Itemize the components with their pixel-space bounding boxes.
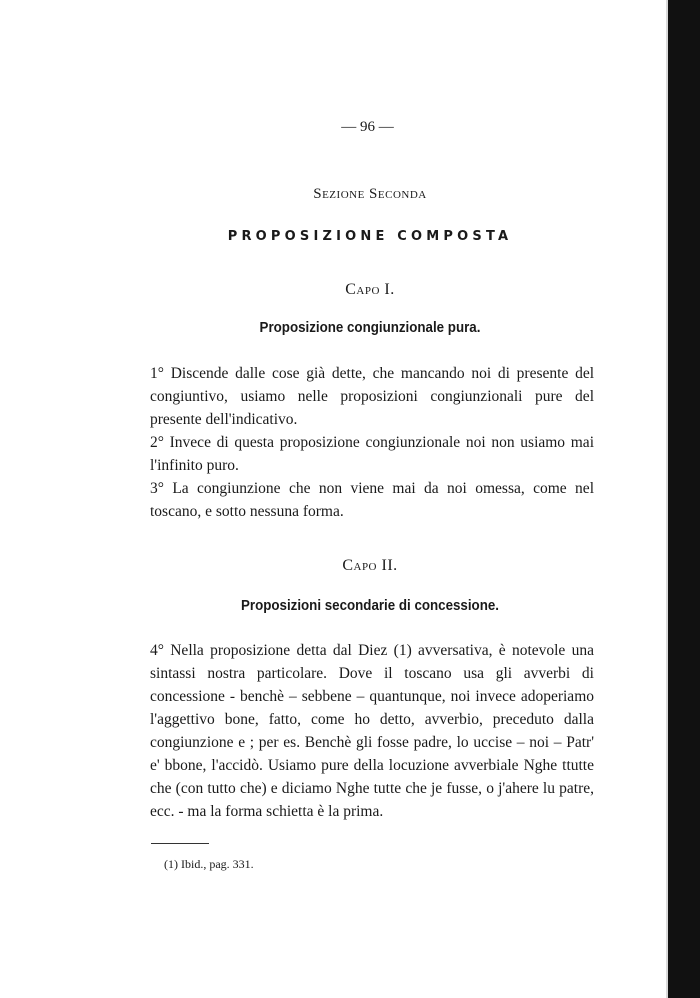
paragraph-2: 2° Invece di questa proposizione congiunzionale noi non usiamo mai l'infinito puro. <box>150 434 594 474</box>
chapter-2-label: Capo II. <box>342 557 398 574</box>
scan-border <box>668 0 700 998</box>
paragraph-3: 3° La congiunzione che non viene mai da noi omessa, come nel toscano, e sotto nessuna forma. <box>150 480 594 520</box>
main-title: PROPOSIZIONE COMPOSTA <box>227 229 513 244</box>
paragraph-4: 4° Nella proposizione detta dal Diez (1) avversativa, è notevole una sintassi nostra particolare. Dove il toscano usa gli avverbi di concessione - benchè – sebbene – quantunque, noi invece adoperiamo l'aggettivo bone, fatto, come ho detto, avverbio, preceduto dalla congiunzione e ; per es. Benchè gli fosse padre, lo uccise – noi – Patr' e' bbone, l'accidò. Usiamo pure della locuzione avverbiale Nghe ttutte che (con tutto che) e diciamo Nghe tutte che je fusse, o j'ahere lu patre, ecc. - ma la forma schietta è la prima. <box>150 642 594 820</box>
footnote-rule <box>151 843 209 844</box>
section-label: Sezione Seconda <box>313 186 427 202</box>
chapter-2-heading: Proposizioni secondarie di concessione. <box>240 598 499 614</box>
page-number: — 96 — <box>341 119 394 135</box>
paragraph-1: 1° Discende dalle cose già dette, che mancando noi di presente del congiuntivo, usiamo nelle proposizioni congiunzionali pure del presente dell'indicativo. <box>150 365 594 428</box>
chapter-1-label: Capo I. <box>345 281 395 298</box>
chapter-1-heading: Proposizione congiunzionale pura. <box>259 320 481 336</box>
footnote: (1) Ibid., pag. 331. <box>164 857 254 871</box>
